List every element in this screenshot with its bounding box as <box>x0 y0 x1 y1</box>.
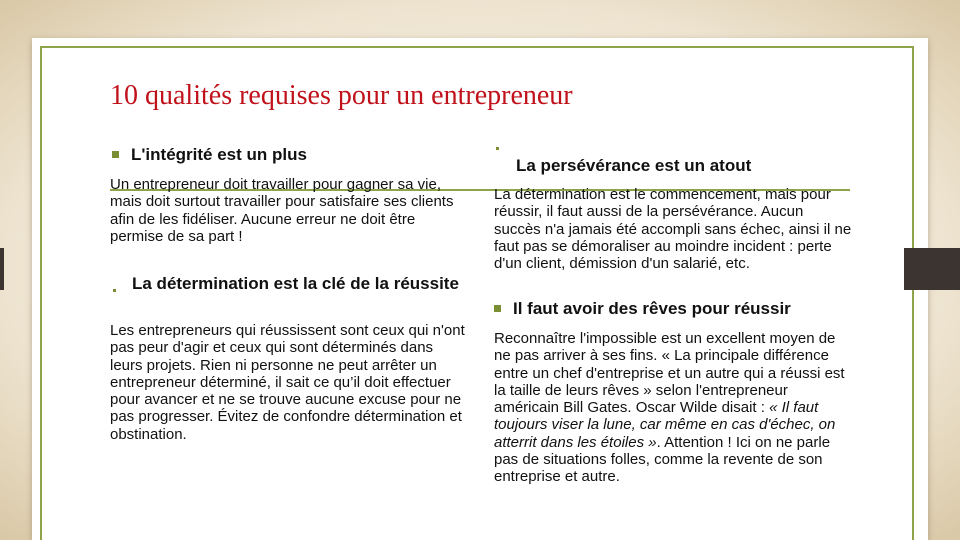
square-bullet-icon <box>494 305 501 312</box>
right-paragraph-1: La détermination est le commencement, mais pour réussir, il faut aussi de la persévérance. Aucun succès n'a jamais été accompli sans échec, ainsi il ne faut pas se démoraliser au moindre incident : perte d'un client, démission d'un salarié, etc. <box>494 186 852 273</box>
wilde-quote: « Il faut toujours viser la lune, car même en cas d'échec, on atterrit dans les étoiles » <box>494 399 836 451</box>
decorative-tab-left <box>0 248 4 290</box>
right-paragraph-2: Reconnaître l'impossible est un excellent moyen de ne pas arriver à ses fins. « La principale différence entre un chef d'entreprise et un autre qui a réussi est la taille de leurs rêves » selon l'entrepreneur américain Bill Gates. Oscar Wilde disait : « Il faut toujours viser la lune, car même en cas d'échec, on atterrit dans les étoiles ». Attention ! Ici on ne parle pas de situations folles, comme la revente de son entreprise et autre. <box>494 330 845 486</box>
left-heading-1: L'intégrité est un plus <box>112 146 472 164</box>
slide-title: 10 qualités requises pour un entrepreneur <box>110 80 573 111</box>
square-bullet-icon <box>112 151 119 158</box>
left-paragraph-1: Un entrepreneur doit travailler pour gagner sa vie, mais doit surtout travailler pour satisfaire ses clients afin de les fidéliser. Aucune erreur ne doit être permise de sa part ! <box>110 176 454 245</box>
right-heading-1: La persévérance est un atout <box>516 156 752 175</box>
left-paragraph-2: Les entrepreneurs qui réussissent sont ceux qui n'ont pas peur d'agir et ceux qui sont déterminés dans leurs projets. Rien ni personne ne peut arrêter un entrepreneur déterminé, il sait ce qu’il doit effectuer pour avancer et ne se trouve aucune excuse pour ne pas progresser. Évitez de confondre détermination et obstination. <box>110 322 465 443</box>
right-heading-2: Il faut avoir des rêves pour réussir <box>494 300 874 318</box>
left-heading-2: La détermination est la clé de la réussite <box>132 274 459 293</box>
dot-bullet-icon <box>496 147 499 150</box>
decorative-tab-right <box>904 248 960 290</box>
dot-bullet-icon <box>113 289 116 292</box>
